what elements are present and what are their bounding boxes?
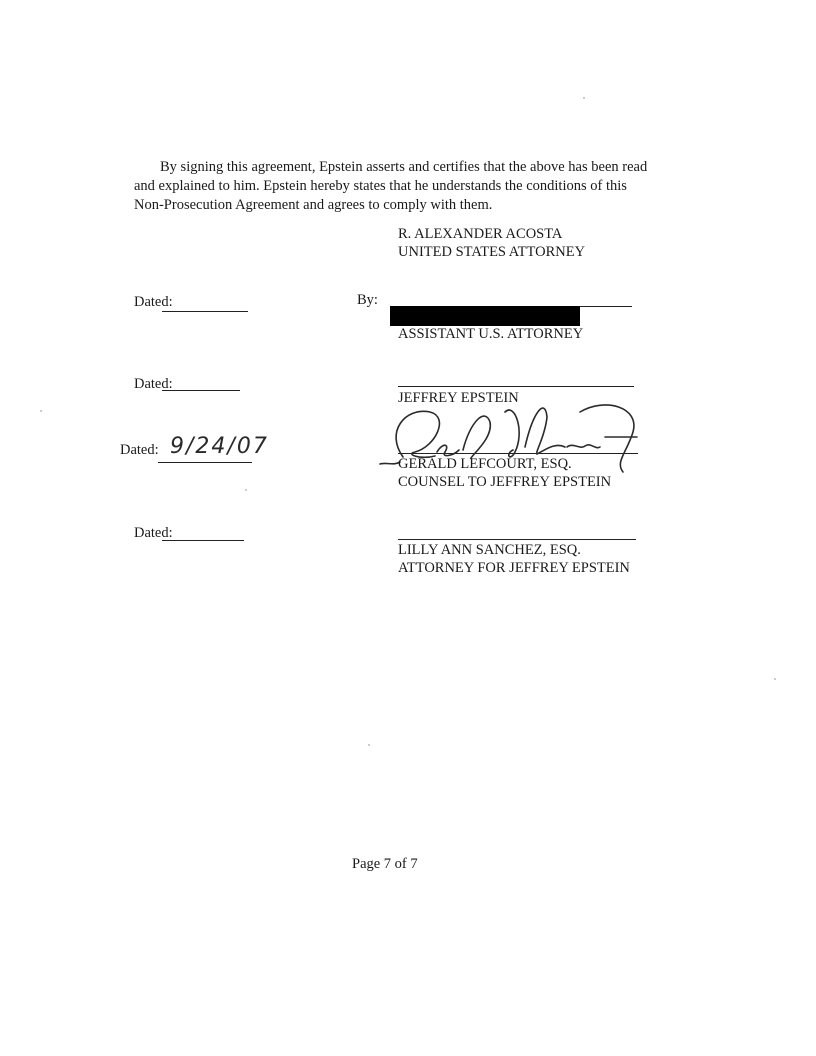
acknowledgement-text: By signing this agreement, Epstein asserts and certifies that the above has been read and explained to him. Epstein hereby states that he understands the conditions of this Non-Prosecution Agreement and agrees to comply with them. [134, 159, 648, 213]
dated-label-2: Dated: [134, 376, 173, 392]
dated-label-3: Dated: [120, 442, 159, 458]
dated-label-1: Dated: [134, 294, 173, 310]
scan-speck [245, 489, 247, 491]
sanchez-title: ATTORNEY FOR JEFFREY EPSTEIN [398, 560, 630, 576]
page-number: Page 7 of 7 [352, 856, 418, 872]
scan-speck [583, 97, 585, 99]
scan-speck [40, 410, 42, 412]
lefcourt-title: COUNSEL TO JEFFREY EPSTEIN [398, 474, 612, 490]
dated-line-4 [162, 540, 244, 541]
by-label: By: [357, 292, 378, 308]
dated-line-1 [162, 311, 248, 312]
epstein-signature-line [398, 386, 634, 387]
dated-line-2 [162, 390, 240, 391]
sanchez-signature-line [398, 539, 636, 540]
dated-label-4: Dated: [134, 525, 173, 541]
handwritten-date: 9/24/07 [170, 434, 269, 459]
acknowledgement-paragraph [134, 158, 654, 215]
scan-speck [368, 744, 370, 746]
assistant-us-attorney-title: ASSISTANT U.S. ATTORNEY [398, 326, 584, 342]
lefcourt-name: GERALD LEFCOURT, ESQ. [398, 456, 572, 472]
epstein-name: JEFFREY EPSTEIN [398, 390, 519, 406]
scan-speck [774, 678, 776, 680]
sanchez-name: LILLY ANN SANCHEZ, ESQ. [398, 542, 581, 558]
dated-line-3 [158, 462, 252, 463]
redaction-block [390, 306, 580, 326]
us-attorney-title: UNITED STATES ATTORNEY [398, 244, 586, 260]
us-attorney-name: R. ALEXANDER ACOSTA [398, 226, 563, 242]
